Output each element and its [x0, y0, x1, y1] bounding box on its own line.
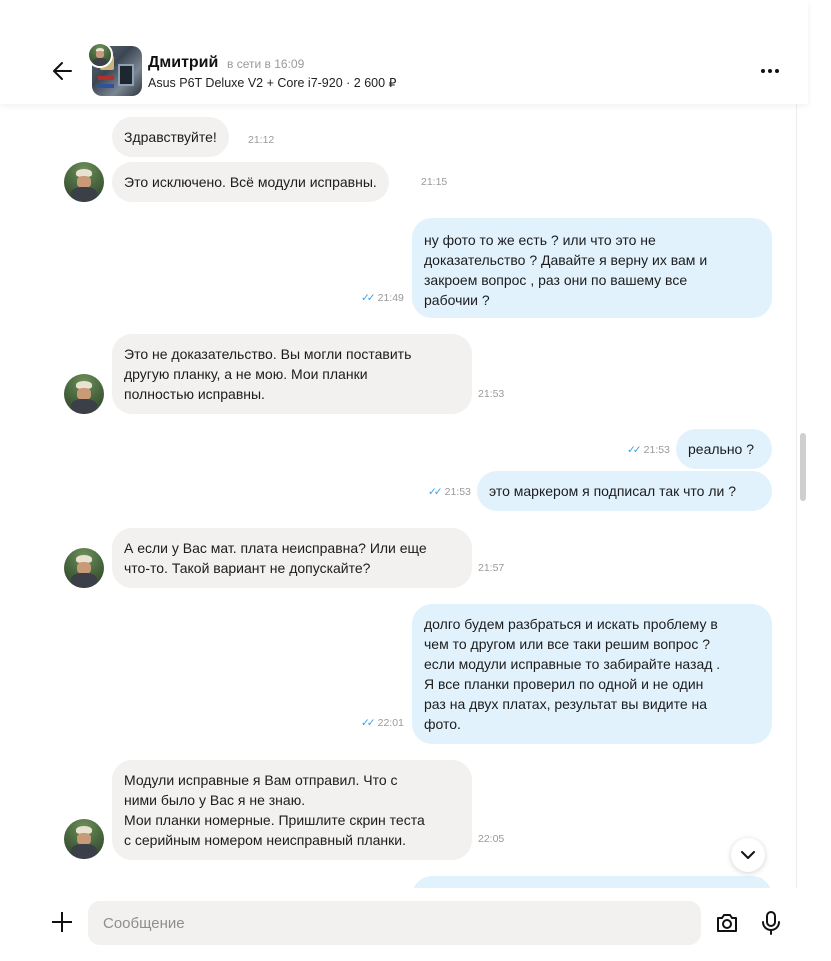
camera-button[interactable] [715, 912, 739, 934]
message-time: 21:15 [421, 176, 448, 188]
message-bubble-incoming[interactable] [112, 334, 472, 414]
message-time: ✓✓ 21:53 [428, 486, 471, 498]
read-checkmarks-icon: ✓✓ [428, 486, 440, 498]
read-checkmarks-icon: ✓✓ [361, 292, 373, 304]
attach-button[interactable] [52, 912, 72, 932]
seller-avatar [87, 42, 113, 68]
message-bubble-outgoing[interactable] [412, 604, 772, 744]
message-bubble-outgoing[interactable] [676, 429, 772, 469]
back-button[interactable] [50, 58, 76, 84]
message-bubble-incoming[interactable] [112, 117, 229, 157]
message-text: это маркером я подписал так что ли ? [489, 483, 737, 499]
contact-name[interactable]: Дмитрий [148, 54, 219, 71]
message-bubble-incoming[interactable] [112, 528, 472, 588]
message-text: Это исключено. Всё модули исправны. [124, 174, 377, 190]
message-time: 22:05 [478, 833, 505, 845]
sender-avatar [64, 162, 104, 202]
read-checkmarks-icon: ✓✓ [361, 717, 373, 729]
online-status: в сети в 16:09 [227, 57, 305, 71]
microphone-button[interactable] [760, 910, 782, 936]
message-time: 21:12 [248, 134, 275, 146]
message-bubble-outgoing[interactable] [477, 471, 772, 511]
message-text: ну фото то же есть ? или что это не доказательство ? Давайте я верну их вам и закроем вопрос , раз они по вашему все рабочии ? [424, 232, 708, 308]
message-text: Это не доказательство. Вы могли поставить другую планку, а не мою. Мои планки полностью исправны. [124, 346, 412, 402]
message-bubble-outgoing-partial[interactable] [412, 876, 772, 888]
message-time: 21:53 [478, 388, 505, 400]
microphone-icon [760, 910, 782, 936]
message-time: ✓✓ 21:53 [627, 444, 670, 456]
message-text: А если у Вас мат. плата неисправна? Или еще что-то. Такой вариант не допускайте? [124, 540, 427, 576]
scrollbar-thumb[interactable] [800, 433, 806, 501]
scroll-to-bottom-button[interactable] [731, 838, 765, 872]
message-time: ✓✓ 21:49 [361, 292, 404, 304]
sender-avatar [64, 548, 104, 588]
more-options-button[interactable] [758, 62, 782, 80]
arrow-left-icon [50, 58, 76, 84]
message-input[interactable] [88, 901, 701, 945]
message-text: Модули исправные я Вам отправил. Что с ними было у Вас я не знаю. Мои планки номерные. Пришлите скрин теста с серийным номером неисправный планки. [124, 772, 425, 848]
sender-avatar [64, 819, 104, 859]
read-checkmarks-icon: ✓✓ [627, 444, 639, 456]
sender-avatar [64, 374, 104, 414]
chevron-down-icon [731, 838, 765, 872]
chat-header [0, 0, 808, 104]
message-time: ✓✓ 22:01 [361, 717, 404, 729]
message-time: 21:57 [478, 562, 505, 574]
message-composer [0, 888, 831, 961]
message-text: реально ? [688, 441, 755, 457]
camera-icon [715, 912, 739, 934]
message-bubble-incoming[interactable] [112, 162, 389, 202]
message-bubble-outgoing[interactable] [412, 218, 772, 318]
message-list [0, 104, 796, 888]
listing-title[interactable]: Asus P6T Deluxe V2 + Core i7-920 · 2 600 ₽ [148, 76, 397, 90]
message-bubble-incoming[interactable] [112, 760, 472, 860]
message-text: долго будем разбраться и искать проблему в чем то другом или все таки решим вопрос ? если модули исправные то забирайте назад . Я все планки проверил по одной и не один раз на двух платах, результат вы видите на фото. [424, 616, 721, 732]
message-text: Здравствуйте! [124, 129, 217, 145]
